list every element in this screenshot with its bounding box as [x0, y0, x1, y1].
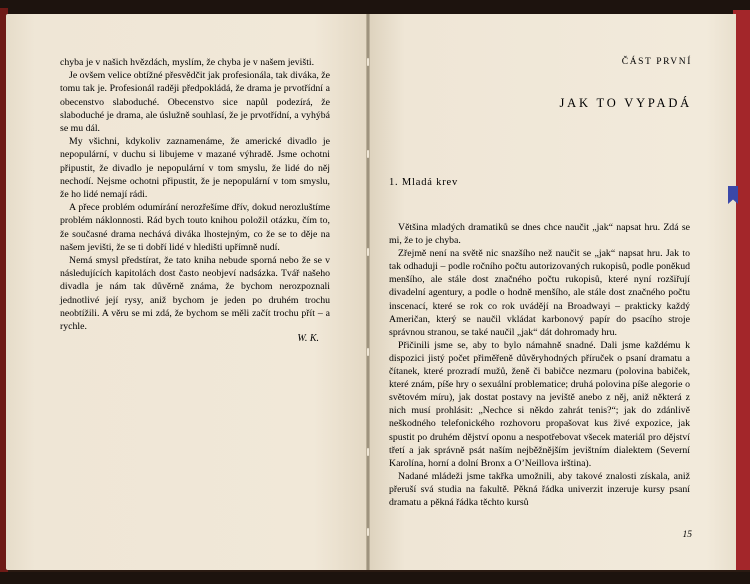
- chapter-title: JAK TO VYPADÁ: [559, 96, 692, 110]
- section-title: 1. Mladá krev: [389, 177, 459, 188]
- right-page-body: [389, 221, 690, 509]
- book-bottom-edge: [0, 572, 750, 584]
- paragraph: Nemá smysl předstírat, že tato kniha nebude sporná nebo že se v následujících kapitolách dost často neobjeví nadsázka. Tvář našeho divadla je nám tak důvěrně známa, že bychom nerozpoznali jednotlivé její rysy, aniž bychom je jeden po druhém trochu neobtížili. A věru se mi zdá, že bychom se měli začít trochu přít – a rychle.: [60, 255, 330, 333]
- binding-stitch: [367, 528, 369, 536]
- paragraph: Nadané mládeži jsme takřka umožnili, aby takové znalosti získala, aniž přeruší svá studia na fakultě. Pěkná řádka univerzit inzeruje kursy psaní dramatu a pěkná řádka těchto kursů: [389, 470, 690, 508]
- left-page-body: [60, 56, 330, 333]
- author-signature: W. K.: [297, 333, 319, 344]
- binding-stitch: [367, 150, 369, 158]
- paragraph: My všichni, kdykoliv zaznamenáme, že americké divadlo je nepopulární, v duchu si libujeme v mazané výhradě. Jsme ochotni připustit, že divadlo je nepopulární v tom smyslu, že lidé do něj nechodí. Nejsme ochotni připustit, že je nepopulární v tom smyslu, že ho lidé nemají rádi.: [60, 136, 330, 201]
- book-gutter: [366, 14, 370, 570]
- paragraph: Zřejmě není na světě nic snazšího než naučit se „jak“ napsat hru. Jak to tak odhaduji – podle ročního počtu autorizovaných rukopisů, podle poněkud menšího, ale stále dost značného počtu rukopisů, které nyní rozšiřují divadelní agentury, a podle o hodně menšího, ale stále dost značného počtu inscenací, které se rok co rok uvádějí na Broadwayi – prakticky každý Američan, který se naučil vkládat karbonový papír do psacího stroje správnou stranou, se také naučil „jak“ dát dohromady hru.: [389, 248, 690, 338]
- page-number: 15: [682, 530, 692, 540]
- binding-stitch: [367, 448, 369, 456]
- paragraph: A přece problém odumírání nerozřešíme dřív, dokud nerozluštíme problém náklonnosti. Rád bych touto knihou položil otázku, čím to, že současné drama nechává diváka lhostejným, co že se to děje na našem jevišti, že se ti dobří lidé v hledišti upřímně nudí.: [60, 202, 330, 253]
- paragraph: chyba je v našich hvězdách, myslím, že chyba je v našem jevišti.: [60, 57, 315, 68]
- binding-stitch: [367, 248, 369, 256]
- paragraph: Většina mladých dramatiků se dnes chce naučit „jak“ napsat hru. Zdá se mi, že to je chyba.: [389, 222, 690, 247]
- binding-stitch: [367, 58, 369, 66]
- paragraph: Je ovšem velice obtížné přesvědčit jak profesionála, tak diváka, že tomu tak je. Profesionál raději předpokládá, že drama je prvotřídní a obecenstvo slaboduché. Obecenstvo sice napůl podezírá, že slaboduché je drama, ale úslužně souhlasí, že je prvotřídní, a vyhýbá se mu dál.: [60, 70, 330, 135]
- part-label: ČÁST PRVNÍ: [621, 57, 692, 67]
- binding-stitch: [367, 348, 369, 356]
- paragraph: Přičinili jsme se, aby to bylo námahně snadné. Dali jsme každému k dispozici jistý počet přiměřeně důvěryhodných příruček o psaní dramatu a čítanek, které prozradí mužů, ženě či babičce nezmaru (polovina babiček, které znám, píše hry o sexuální problematice; druhá polovina píše alegorie o světovém míru), jak dostat postavy na jeviště anebo z něj, aniž některá z nich musí prohlásit: „Nechce si někdo zahrát tenis?“; jak do zdánlivě neškodného telefonického rozhovoru propašovat kus živé expozice, jak spustit po druhém dějství oponu a nespotřebovat všecek materiál pro dějství třetí a jak správně psát naším nejběžnějším jevištním dialektem (Severní Karolína, horní a dolní Bronx a O’Neillova irština).: [389, 339, 690, 469]
